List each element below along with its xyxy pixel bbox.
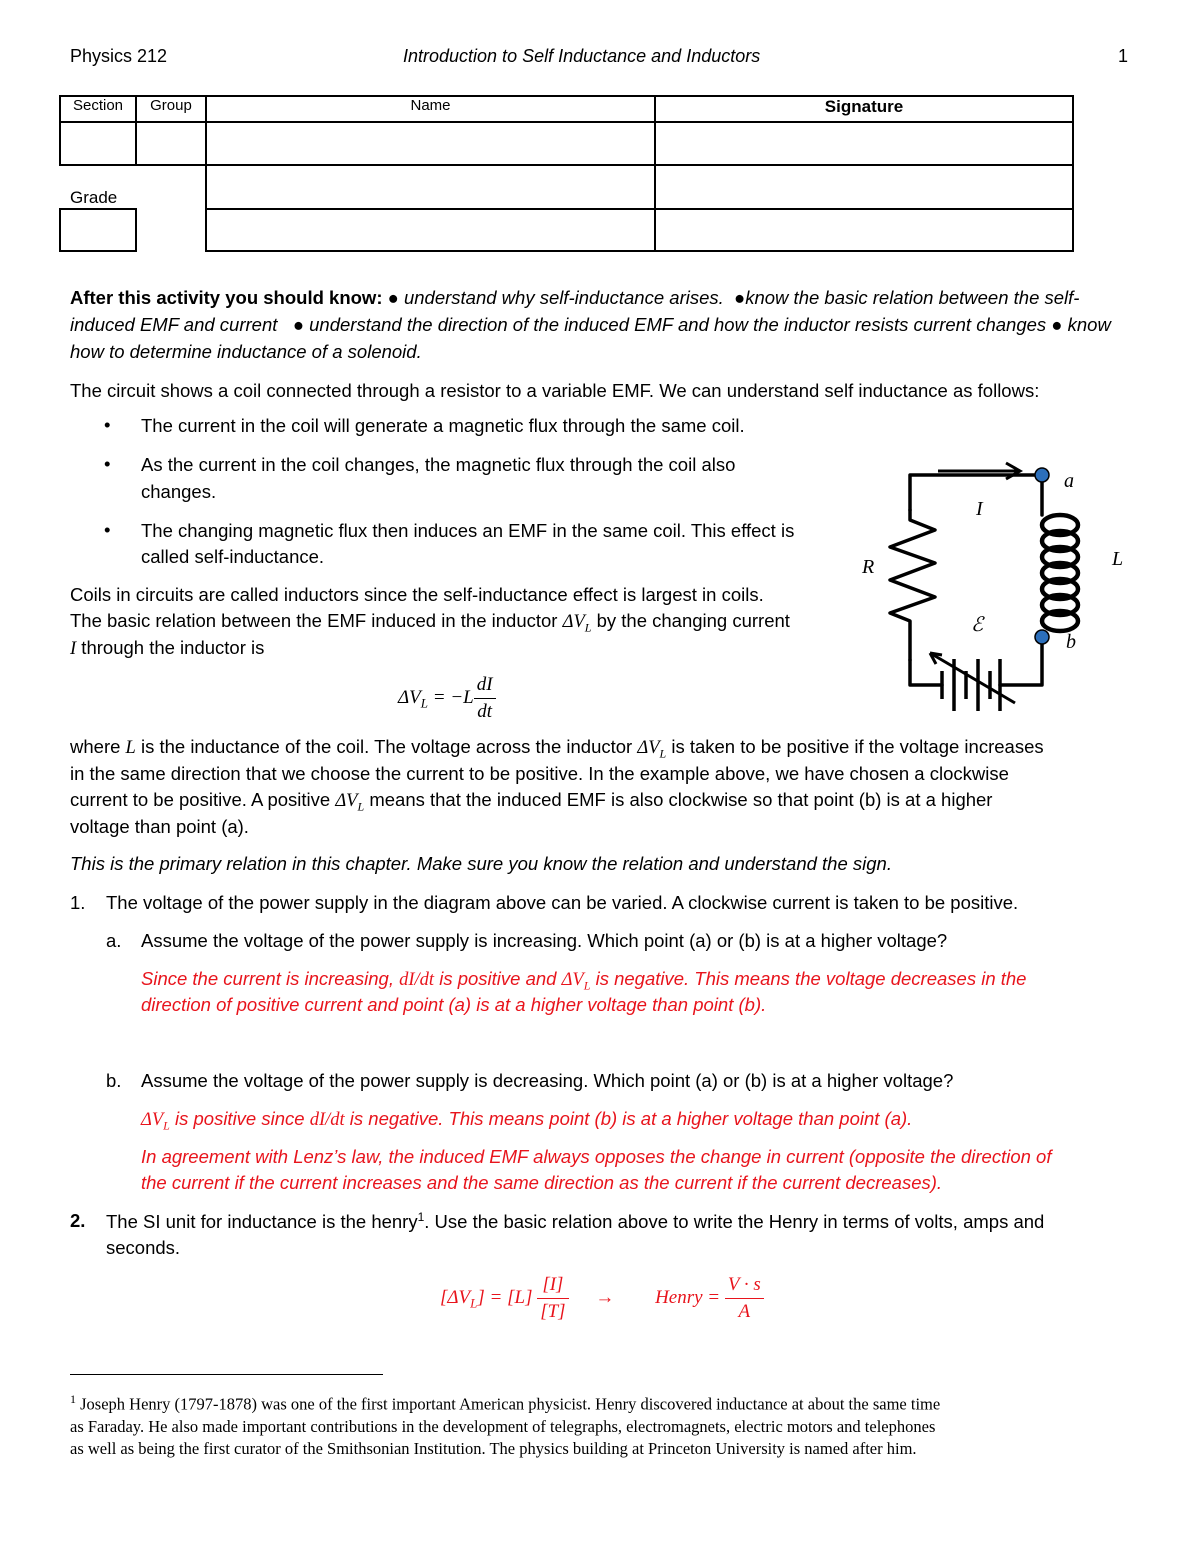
objective-item: understand the direction of the induced EMF and how the inductor resists current changes bbox=[309, 314, 1047, 335]
answer-text: Since the current is increasing, bbox=[141, 968, 400, 989]
label-a: a bbox=[1064, 470, 1074, 492]
objective-bullet: ● bbox=[292, 314, 304, 335]
q1b-text: Assume the voltage of the power supply is decreasing. Which point (a) or (b) is at a higher voltage? bbox=[141, 1070, 954, 1091]
answer-text: is negative. This means the voltage decreases in the bbox=[590, 968, 1027, 989]
henry-lhs-close: ] = [L] bbox=[477, 1286, 533, 1308]
primary-relation-note: This is the primary relation in this chapter. Make sure you know the relation and understand the sign. bbox=[70, 853, 892, 874]
page-number: 1 bbox=[1118, 46, 1129, 66]
footnote-text: Joseph Henry (1797-1878) was one of the first important American physicist. Henry discovered inductance at about the same time bbox=[80, 1394, 941, 1414]
where-text: where bbox=[70, 736, 126, 757]
bullet-text: The changing magnetic flux then induces an EMF in the same coil. This effect is bbox=[141, 520, 795, 541]
q1a-answer-line-2: direction of positive current and point (a) is at a higher voltage than point (b). bbox=[141, 994, 767, 1015]
header-title: Introduction to Self Inductance and Inductors bbox=[403, 46, 761, 66]
didt-symbol: dI/dt bbox=[309, 1110, 345, 1130]
eq-denominator: dt bbox=[477, 701, 493, 722]
objective-bullet: ● bbox=[387, 287, 399, 308]
spacer-cell bbox=[136, 209, 206, 251]
current-symbol: I bbox=[70, 639, 77, 659]
objective-item: understand why self-inductance arises. bbox=[403, 287, 724, 308]
bullet-dot: • bbox=[104, 519, 111, 540]
footnote-line-1 bbox=[70, 1388, 1130, 1416]
footnote-line-3: as well as being the first curator of the Smithsonian Institution. The physics building at Princeton University is named after him. bbox=[70, 1438, 917, 1458]
header-course: Physics 212 bbox=[70, 46, 168, 66]
henry-arrow: → bbox=[595, 1286, 615, 1308]
objective-item: know how to determine inductance of a solenoid. bbox=[70, 314, 1111, 362]
eq-numerator: dI bbox=[474, 672, 496, 699]
signature-field-2[interactable] bbox=[655, 165, 1073, 209]
where-text: is taken to be positive if the voltage increases bbox=[666, 736, 1044, 757]
name-field-2[interactable] bbox=[206, 165, 655, 209]
group-field[interactable] bbox=[136, 122, 206, 165]
q2-text-pre: The SI unit for inductance is the henry bbox=[106, 1211, 418, 1233]
signature-field-3[interactable] bbox=[655, 209, 1073, 251]
bullet-dot: • bbox=[104, 453, 111, 474]
objective-bullet: ● bbox=[734, 287, 746, 308]
footnote-ref[interactable]: 1 bbox=[417, 1210, 425, 1224]
objectives-lead: After this activity you should know: bbox=[70, 287, 383, 308]
answer-text: is negative. This means point (b) is at a higher voltage than point (a). bbox=[344, 1108, 913, 1129]
where-text: current to be positive. A positive bbox=[70, 789, 336, 810]
name-header: Name bbox=[206, 96, 655, 122]
delta-v-symbol: ΔV bbox=[561, 970, 584, 990]
bullet-text: The current in the coil will generate a magnetic flux through the same coil. bbox=[141, 415, 745, 436]
bullet-text: called self-inductance. bbox=[141, 546, 325, 567]
where-text: is the inductance of the coil. The voltage across the inductor bbox=[135, 736, 638, 757]
name-field-3[interactable] bbox=[206, 209, 655, 251]
henry-den-1: [T] bbox=[540, 1301, 566, 1322]
bullet-dot: • bbox=[104, 414, 111, 435]
answer-text: is positive since bbox=[169, 1108, 310, 1129]
objective-item: know the basic relation between the self-induced EMF and current bbox=[70, 287, 1080, 335]
where-text: means that the induced EMF is also clockwise so that point (b) is at a higher bbox=[364, 789, 993, 810]
inductors-text: through the inductor is bbox=[76, 637, 265, 658]
footnote-line-2: as Faraday. He also made important contributions in the development of telegraphs, electromagnets, electric motors and telephones bbox=[70, 1416, 936, 1436]
henry-fraction-2 bbox=[725, 1272, 764, 1325]
eq-fraction bbox=[474, 672, 496, 725]
delta-v-symbol: ΔV bbox=[637, 738, 660, 758]
henry-word: Henry = bbox=[655, 1286, 721, 1308]
q1-number: 1. bbox=[70, 892, 86, 913]
resistor bbox=[890, 510, 935, 660]
group-header: Group bbox=[136, 96, 206, 122]
q2-text bbox=[106, 1210, 1044, 1233]
intro-paragraph: The circuit shows a coil connected through a resistor to a variable EMF. We can understand self inductance as follows: bbox=[70, 380, 1040, 401]
delta-v-symbol: ΔV bbox=[141, 1110, 164, 1130]
delta-v-subscript: L bbox=[584, 620, 592, 635]
inductors-text: The basic relation between the EMF induced in the inductor bbox=[70, 610, 563, 631]
circuit-diagram bbox=[850, 445, 1140, 725]
form-table bbox=[59, 95, 1074, 252]
henry-fraction-1 bbox=[537, 1272, 568, 1325]
section-field[interactable] bbox=[60, 122, 136, 165]
eq-rhs: = −L bbox=[432, 686, 474, 708]
inductors-line-3 bbox=[70, 637, 264, 660]
q1a-label: a. bbox=[106, 930, 122, 951]
grade-label: Grade bbox=[60, 165, 206, 209]
label-b: b bbox=[1066, 631, 1076, 653]
delta-v-subscript: L bbox=[583, 978, 591, 993]
didt-symbol: dI/dt bbox=[399, 970, 435, 990]
delta-v-subscript: L bbox=[357, 799, 365, 814]
footnote-separator bbox=[70, 1374, 383, 1375]
q2-text-post: . Use the basic relation above to write the Henry in terms of volts, amps and bbox=[424, 1211, 1045, 1233]
q1-text: The voltage of the power supply in the diagram above can be varied. A clockwise current is taken to be positive. bbox=[106, 892, 1019, 913]
eq-lhs: ΔV bbox=[398, 686, 421, 708]
q1b-answer bbox=[141, 1108, 912, 1134]
delta-v-subscript: L bbox=[163, 1118, 170, 1133]
where-line-4: voltage than point (a). bbox=[70, 816, 249, 837]
bullet-text: As the current in the coil changes, the magnetic flux through the coil also bbox=[141, 454, 736, 475]
inductors-text: by the changing current bbox=[591, 610, 790, 631]
inductors-line-2 bbox=[70, 610, 790, 636]
q1a-text: Assume the voltage of the power supply is increasing. Which point (a) or (b) is at a higher voltage? bbox=[141, 930, 948, 951]
label-I: I bbox=[976, 498, 983, 520]
label-R: R bbox=[862, 556, 875, 578]
henry-den-2: A bbox=[738, 1301, 751, 1322]
q1b-label: b. bbox=[106, 1070, 122, 1091]
q2-text-line-2: seconds. bbox=[106, 1237, 181, 1258]
label-emf: ℰ bbox=[971, 614, 984, 636]
q2-number: 2. bbox=[70, 1210, 86, 1231]
q1a-answer-line-1 bbox=[141, 968, 1026, 994]
name-field-1[interactable] bbox=[206, 122, 655, 165]
henry-lhs: [ΔV bbox=[440, 1286, 471, 1308]
lenz-line-2: the current if the current increases and the same direction as the current if the current decreases). bbox=[141, 1172, 943, 1193]
signature-field-1[interactable] bbox=[655, 122, 1073, 165]
where-line-2: in the same direction that we choose the current to be positive. In the example above, we have chosen a clockwise bbox=[70, 763, 1009, 784]
section-header: Section bbox=[60, 96, 136, 122]
label-L: L bbox=[1112, 548, 1124, 570]
bullet-text: changes. bbox=[141, 481, 217, 502]
delta-v-symbol: ΔV bbox=[335, 791, 358, 811]
objectives bbox=[70, 284, 1130, 365]
terminal-a bbox=[1035, 468, 1049, 482]
where-line-1 bbox=[70, 736, 1044, 762]
objective-bullet: ● bbox=[1051, 314, 1063, 335]
henry-equation bbox=[440, 1272, 764, 1325]
inductor-coil bbox=[1042, 515, 1078, 631]
where-line-3 bbox=[70, 789, 992, 815]
henry-lhs-sub: L bbox=[470, 1295, 478, 1311]
signature-header: Signature bbox=[655, 96, 1073, 122]
bottom-wire bbox=[910, 637, 1042, 685]
eq-lhs-sub: L bbox=[420, 695, 428, 711]
grade-field[interactable] bbox=[60, 209, 136, 251]
main-equation bbox=[398, 672, 496, 725]
delta-v-symbol: ΔV bbox=[562, 612, 585, 632]
henry-num-1: [I] bbox=[537, 1272, 568, 1299]
lenz-line-1: In agreement with Lenz’s law, the induced EMF always opposes the change in current (opposite the direction of bbox=[141, 1146, 1052, 1167]
footnote-mark: 1 bbox=[70, 1392, 76, 1406]
delta-v-subscript: L bbox=[659, 746, 667, 761]
henry-num-2: V · s bbox=[725, 1272, 764, 1299]
footnote bbox=[70, 1388, 1130, 1460]
inductance-symbol: L bbox=[125, 738, 136, 758]
inductors-line-1: Coils in circuits are called inductors since the self-inductance effect is largest in coils. bbox=[70, 584, 764, 605]
answer-text: is positive and bbox=[434, 968, 562, 989]
terminal-b bbox=[1035, 630, 1049, 644]
